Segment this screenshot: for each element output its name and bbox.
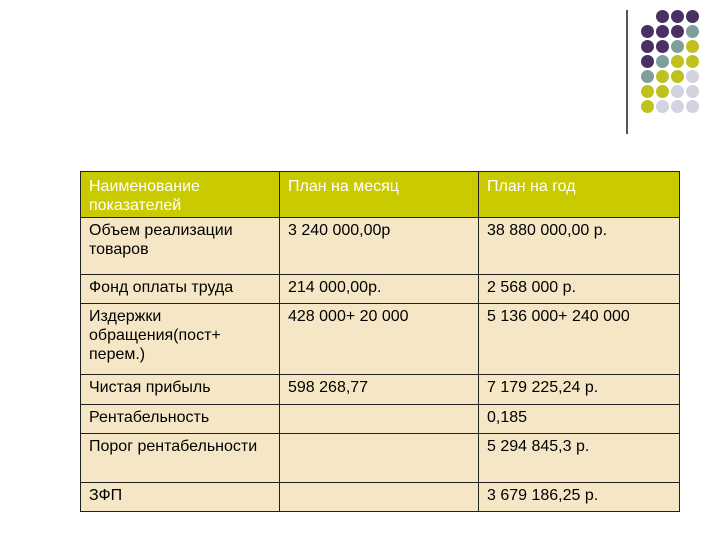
decorative-dot — [671, 85, 684, 98]
decorative-dot — [641, 55, 654, 68]
header-monthly-plan: План на месяц — [280, 172, 479, 218]
table-row — [81, 434, 680, 483]
decorative-dot — [671, 25, 684, 38]
monthly-value — [280, 434, 479, 483]
table-row — [81, 405, 680, 434]
annual-value: 7 179 225,24 р. — [479, 375, 680, 405]
monthly-value — [280, 483, 479, 512]
header-annual-plan: План на год — [479, 172, 680, 218]
decorative-dot — [641, 70, 654, 83]
row-label: Издержки обращения(пост+ перем.) — [81, 304, 280, 375]
decorative-dot — [641, 10, 654, 23]
decorative-dot — [656, 40, 669, 53]
decorative-dot — [656, 85, 669, 98]
decorative-dot — [686, 40, 699, 53]
decorative-dot — [671, 70, 684, 83]
decorative-dot — [641, 85, 654, 98]
decorative-dot — [671, 100, 684, 113]
row-label: Чистая прибыль — [81, 375, 280, 405]
table-row — [81, 375, 680, 405]
decorative-dot — [686, 55, 699, 68]
decorative-dot — [671, 10, 684, 23]
financial-plan-table — [80, 171, 680, 512]
decorative-dot — [671, 40, 684, 53]
row-label: Порог рентабельности — [81, 434, 280, 483]
monthly-value: 598 268,77 — [280, 375, 479, 405]
header-indicator-name: Наименование показателей — [81, 172, 280, 218]
decorative-dot — [686, 25, 699, 38]
decorative-dot — [656, 100, 669, 113]
table-row — [81, 218, 680, 275]
decorative-dot — [686, 85, 699, 98]
table-header-row — [81, 172, 680, 218]
decorative-dot — [641, 100, 654, 113]
decorative-dot-grid — [641, 10, 699, 113]
annual-value: 3 679 186,25 р. — [479, 483, 680, 512]
annual-value: 38 880 000,00 р. — [479, 218, 680, 275]
table-row — [81, 304, 680, 375]
annual-value: 5 294 845,3 р. — [479, 434, 680, 483]
row-label: Рентабельность — [81, 405, 280, 434]
row-label: Объем реализации товаров — [81, 218, 280, 275]
decorative-dot — [686, 10, 699, 23]
monthly-value — [280, 405, 479, 434]
decorative-dot — [671, 55, 684, 68]
decorative-dot — [656, 25, 669, 38]
decorative-dot — [641, 25, 654, 38]
decorative-dot — [686, 100, 699, 113]
annual-value: 0,185 — [479, 405, 680, 434]
decorative-dot — [656, 55, 669, 68]
annual-value: 2 568 000 р. — [479, 275, 680, 304]
row-label: Фонд оплаты труда — [81, 275, 280, 304]
monthly-value: 214 000,00р. — [280, 275, 479, 304]
decorative-vertical-line — [626, 10, 628, 134]
table-row — [81, 275, 680, 304]
monthly-value: 428 000+ 20 000 — [280, 304, 479, 375]
row-label: ЗФП — [81, 483, 280, 512]
decorative-dot — [656, 10, 669, 23]
annual-value: 5 136 000+ 240 000 — [479, 304, 680, 375]
monthly-value: 3 240 000,00р — [280, 218, 479, 275]
decorative-dot — [686, 70, 699, 83]
table-row — [81, 483, 680, 512]
decorative-dot — [656, 70, 669, 83]
decorative-dot — [641, 40, 654, 53]
